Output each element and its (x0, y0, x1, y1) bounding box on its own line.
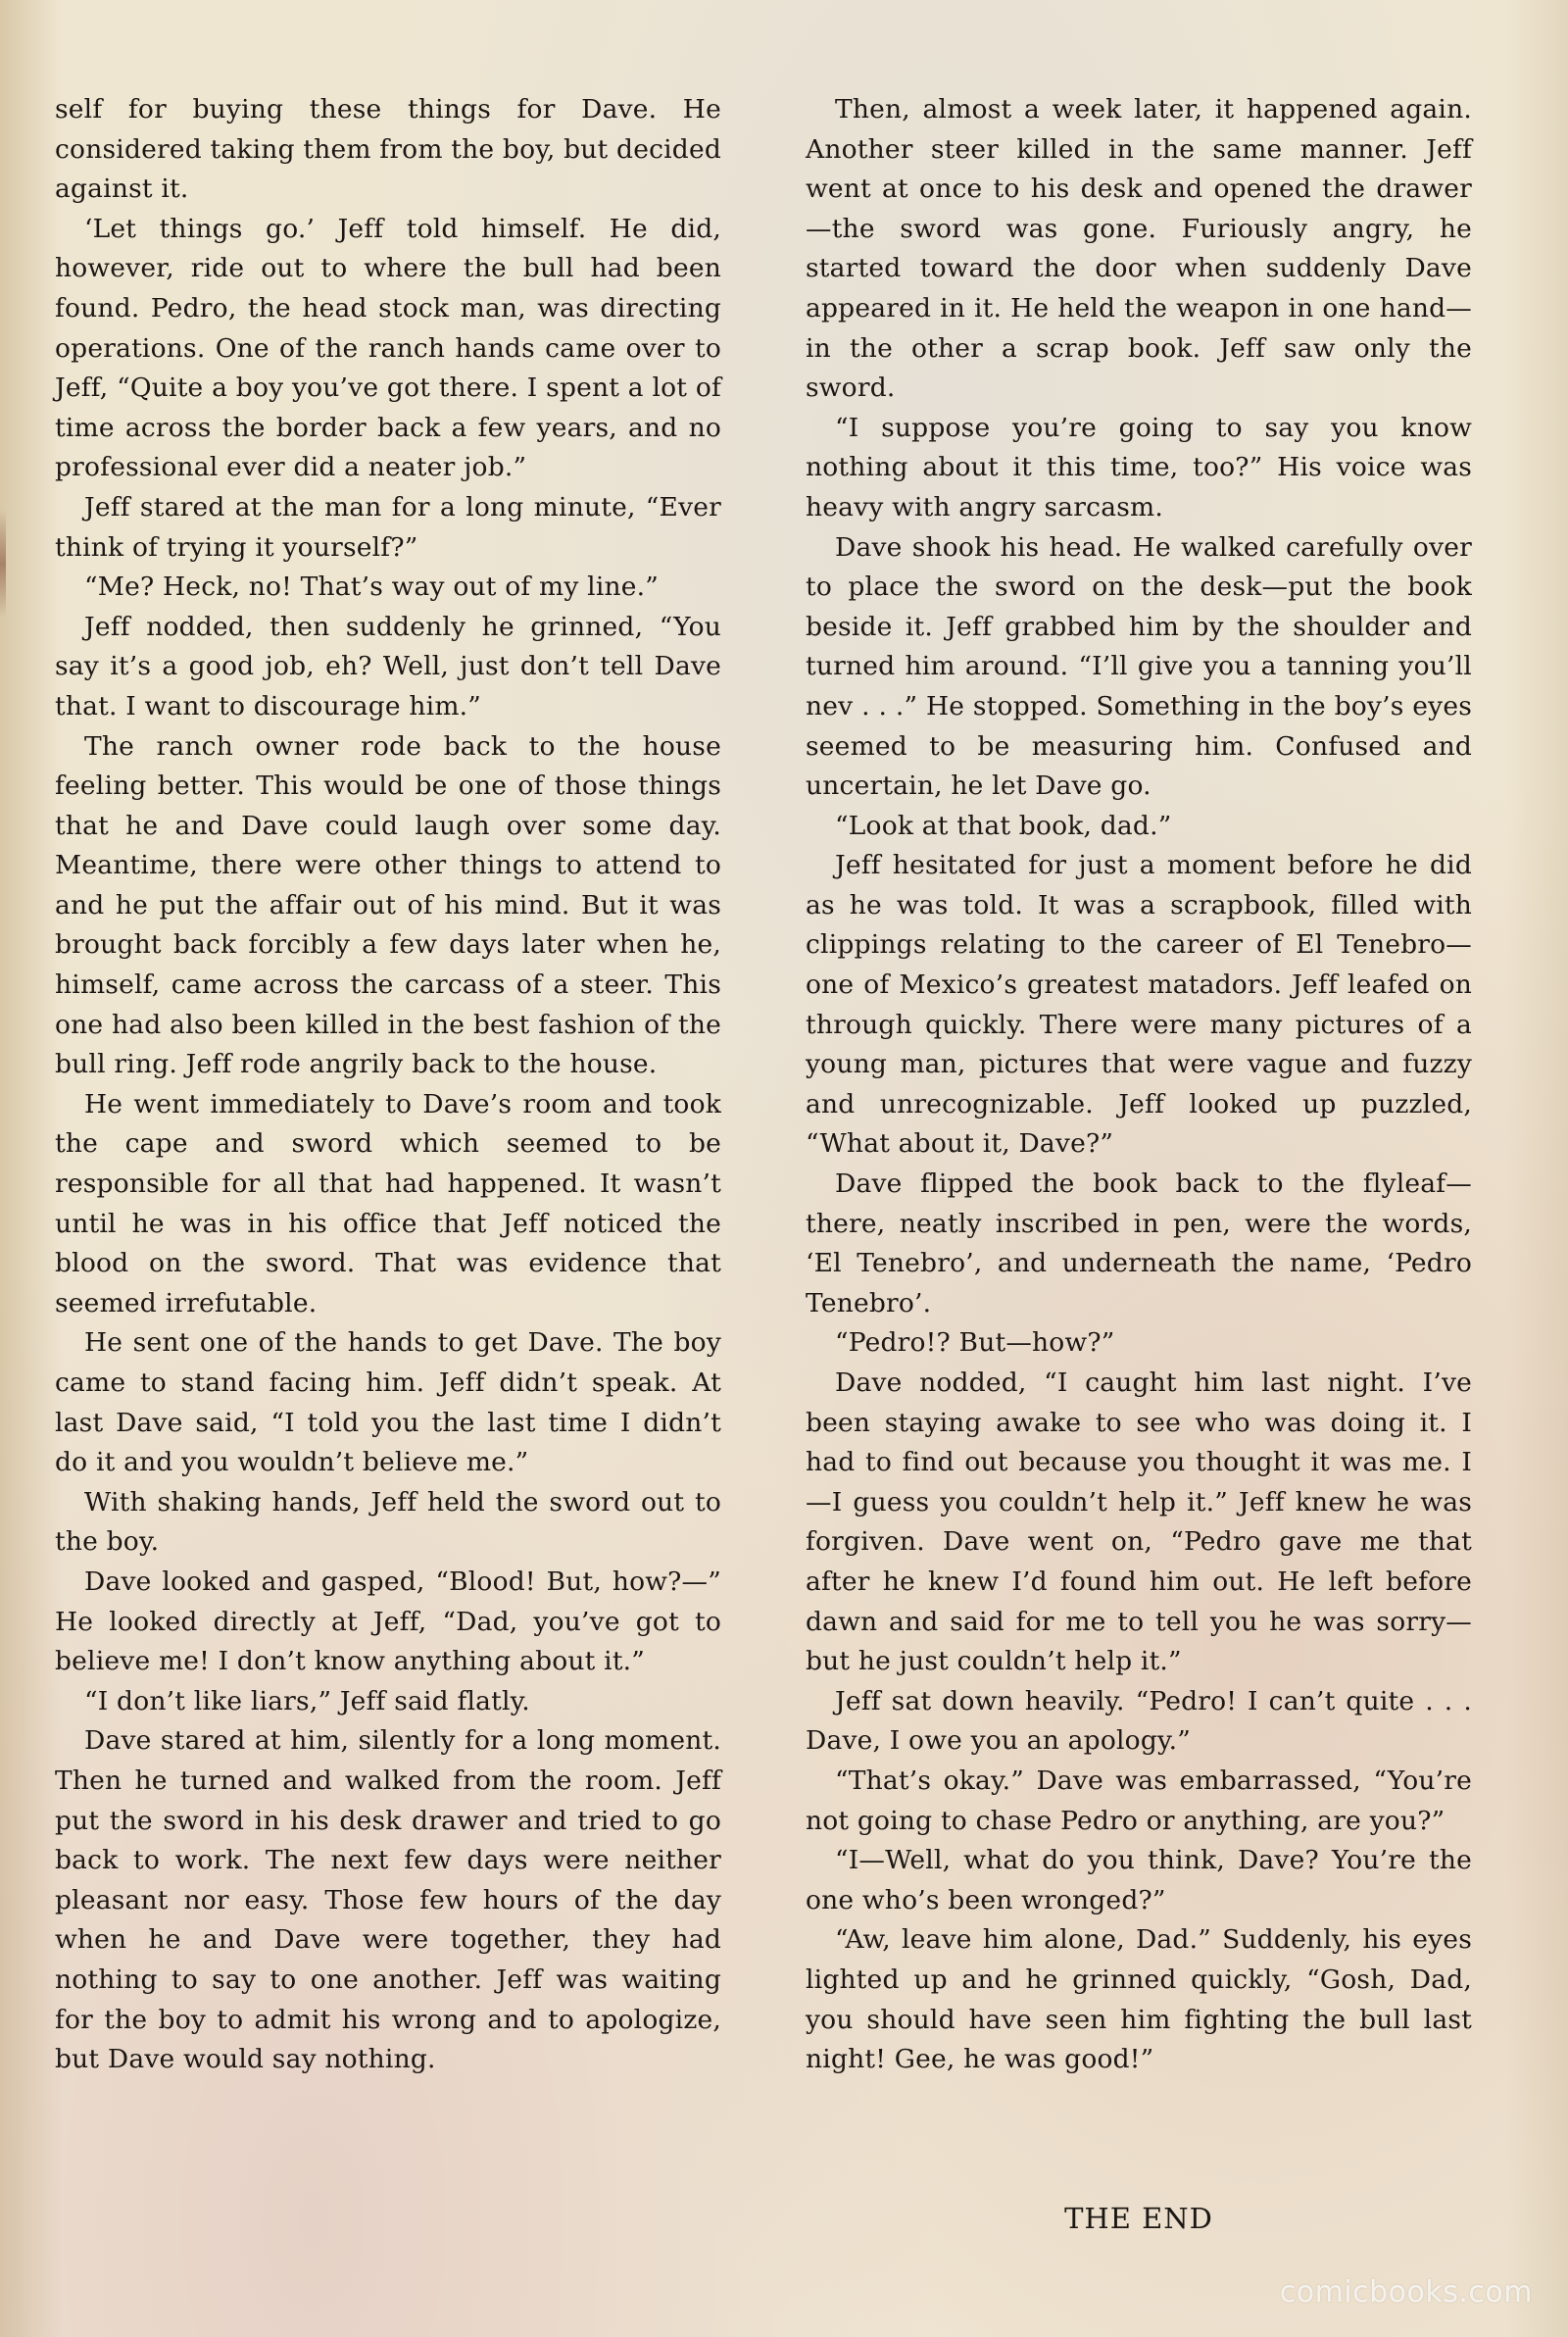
paragraph: “That’s okay.” Dave was embarrassed, “You’re not going to chase Pedro or anything, are you?” (806, 1765, 1472, 1836)
paragraph: “Me? Heck, no! That’s way out of my line.” (84, 572, 660, 603)
paragraph: He sent one of the hands to get Dave. The boy came to stand facing him. Jeff didn’t speak. At last Dave said, “I told you the last time I didn’t do it and you wouldn’t believe me.” (55, 1327, 721, 1478)
page-edge-stain (0, 510, 6, 618)
paragraph: Jeff stared at the man for a long minute, “Ever think of trying it yourself?” (55, 491, 721, 563)
paragraph: “I suppose you’re going to say you know nothing about it this time, too?” His voice was heavy with angry sarcasm. (806, 412, 1472, 522)
paragraph: Dave shook his head. He walked carefully over to place the sword on the desk—put the book beside it. Jeff grabbed him by the shoulder and turned him around. “I’ll give you a tanning you’ll nev . . .” He stopped. Something in the boy’s eyes seemed to be measuring him. Confused and uncertain, he let Dave go. (806, 531, 1472, 802)
right-text-column (806, 90, 1472, 2080)
paragraph: Jeff hesitated for just a moment before he did as he was told. It was a scrapbook, filled with clippings relating to the career of El Tenebro—one of Mexico’s greatest matadors. Jeff leafed on through quickly. There were many pictures of a young man, pictures that were vague and fuzzy and unrecognizable. Jeff looked up puzzled, “What about it, Dave?” (806, 850, 1472, 1160)
paragraph: Jeff nodded, then suddenly he grinned, “You say it’s a good job, eh? Well, just don’t tell Dave that. I want to discourage him.” (55, 611, 721, 721)
paragraph: “Pedro!? But—how?” (835, 1327, 1115, 1359)
paragraph: He went immediately to Dave’s room and took the cape and sword which seemed to be responsible for all that had happened. It wasn’t until he was in his office that Jeff noticed the blood on the sword. That was evidence that seemed irrefutable. (55, 1088, 721, 1318)
paragraph: “I don’t like liars,” Jeff said flatly. (84, 1685, 530, 1716)
site-watermark: comicbooks.com (1279, 2275, 1533, 2310)
paragraph: ‘Let things go.’ Jeff told himself. He did, however, ride out to where the bull had been found. Pedro, the head stock man, was directing operations. One of the ranch hands came over to Jeff, “Quite a boy you’ve got there. I spent a lot of time across the border back a few years, and no professional ever did a neater job.” (55, 213, 721, 483)
paragraph: “I—Well, what do you think, Dave? You’re the one who’s been wronged?” (806, 1845, 1472, 1915)
paragraph: Dave stared at him, silently for a long moment. Then he turned and walked from the room. Jeff put the sword in his desk drawer and tried to go back to work. The next few days were neither pleasant nor easy. Those few hours of the day when he and Dave were together, they had nothing to say to one another. Jeff was waiting for the boy to admit his wrong and to apologize, but Dave would say nothing. (55, 1725, 721, 2075)
paragraph: Jeff sat down heavily. “Pedro! I can’t quite . . . Dave, I owe you an apology.” (806, 1685, 1472, 1757)
paragraph: “Look at that book, dad.” (835, 810, 1172, 841)
paragraph: Dave flipped the book back to the flyleaf—there, neatly inscribed in pen, were the words, ‘El Tenebro’, and underneath the name, ‘Pedro Tenebro’. (806, 1168, 1472, 1318)
left-text-column (55, 90, 721, 2080)
paragraph: Then, almost a week later, it happened again. Another steer killed in the same manner. Jeff went at once to his desk and opened the drawer—the sword was gone. Furiously angry, he started toward the door when suddenly Dave appeared in it. He held the weapon in one hand—in the other a scrap book. Jeff saw only the sword. (806, 94, 1472, 404)
paragraph: With shaking hands, Jeff held the sword out to the boy. (55, 1486, 721, 1558)
paragraph: “Aw, leave him alone, Dad.” Suddenly, his eyes lighted up and he grinned quickly, “Gosh, Dad, you should have seen him fighting the bull last night! Gee, he was good!” (806, 1924, 1472, 2075)
paragraph: self for buying these things for Dave. He considered taking them from the boy, but decided against it. (55, 94, 722, 205)
the-end-label: THE END (1064, 2202, 1213, 2235)
paragraph: The ranch owner rode back to the house feeling better. This would be one of those things that he and Dave could laugh over some day. Meantime, there were other things to attend to and he put the affair out of his mind. But it was brought back forcibly a few days later when he, himself, came across the carcass of a steer. This one had also been killed in the best fashion of the bull ring. Jeff rode angrily back to the house. (55, 730, 721, 1080)
paragraph: Dave nodded, “I caught him last night. I’ve been staying awake to see who was doing it. I had to find out because you thought it was me. I—I guess you couldn’t help it.” Jeff knew he was forgiven. Dave went on, “Pedro gave me that after he knew I’d found him out. He left before dawn and said for me to tell you he was sorry—but he just couldn’t help it.” (806, 1367, 1472, 1677)
paragraph: Dave looked and gasped, “Blood! But, how?—” He looked directly at Jeff, “Dad, you’ve got to believe me! I don’t know anything about it.” (55, 1566, 721, 1677)
